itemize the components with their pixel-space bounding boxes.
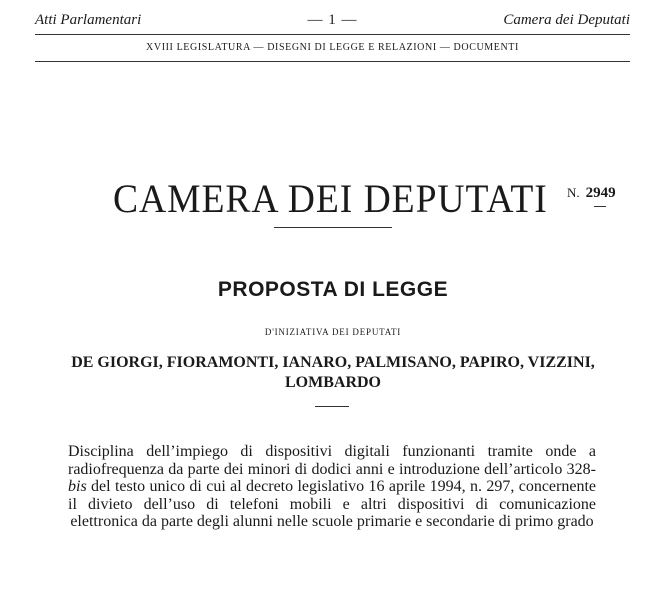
document-number (567, 185, 616, 202)
running-header (35, 12, 630, 32)
initiative-line: D'INIZIATIVA DEI DEPUTATI (264, 327, 402, 337)
page-number: — 1 — (307, 12, 358, 28)
bill-title-italic: bis (68, 478, 87, 495)
bill-title-part-2: del testo unico di cui al decreto legislativo 16 aprile 1994, n. 297, concernente il divieto dell’uso di telefoni mobili e altri dispositivi di comunicazione elettronica da parte degli alunni nelle scuole primarie e secondarie di primo grado (68, 478, 596, 530)
header-right-label: Camera dei Deputati (503, 12, 630, 28)
bill-title-part-1: Disciplina dell’impiego di dispositivi digitali funzionanti tramite onde a radiofrequenza da parte dei minori di dodici anni e introduzione dell’articolo 328- (68, 443, 596, 478)
chamber-title: CAMERA DEI DEPUTATI (113, 176, 548, 221)
document-number-value: 2949 (585, 185, 616, 201)
header-left-label: Atti Parlamentari (35, 12, 142, 28)
header-rule-bottom (35, 61, 630, 62)
subheader: XVIII LEGISLATURA — DISEGNI DI LEGGE E RELAZIONI — DOCUMENTI (146, 42, 519, 53)
authors-divider (315, 406, 349, 407)
authors-list: DE GIORGI, FIORAMONTI, IANARO, PALMISANO, PAPIRO, VIZZINI, LOMBARDO (71, 354, 595, 391)
title-divider (274, 227, 392, 228)
document-number-dash (594, 206, 606, 207)
proposal-heading: PROPOSTA DI LEGGE (217, 278, 449, 301)
header-rule-top (35, 34, 630, 35)
document-number-label: N. (567, 185, 580, 200)
bill-title (68, 443, 596, 531)
